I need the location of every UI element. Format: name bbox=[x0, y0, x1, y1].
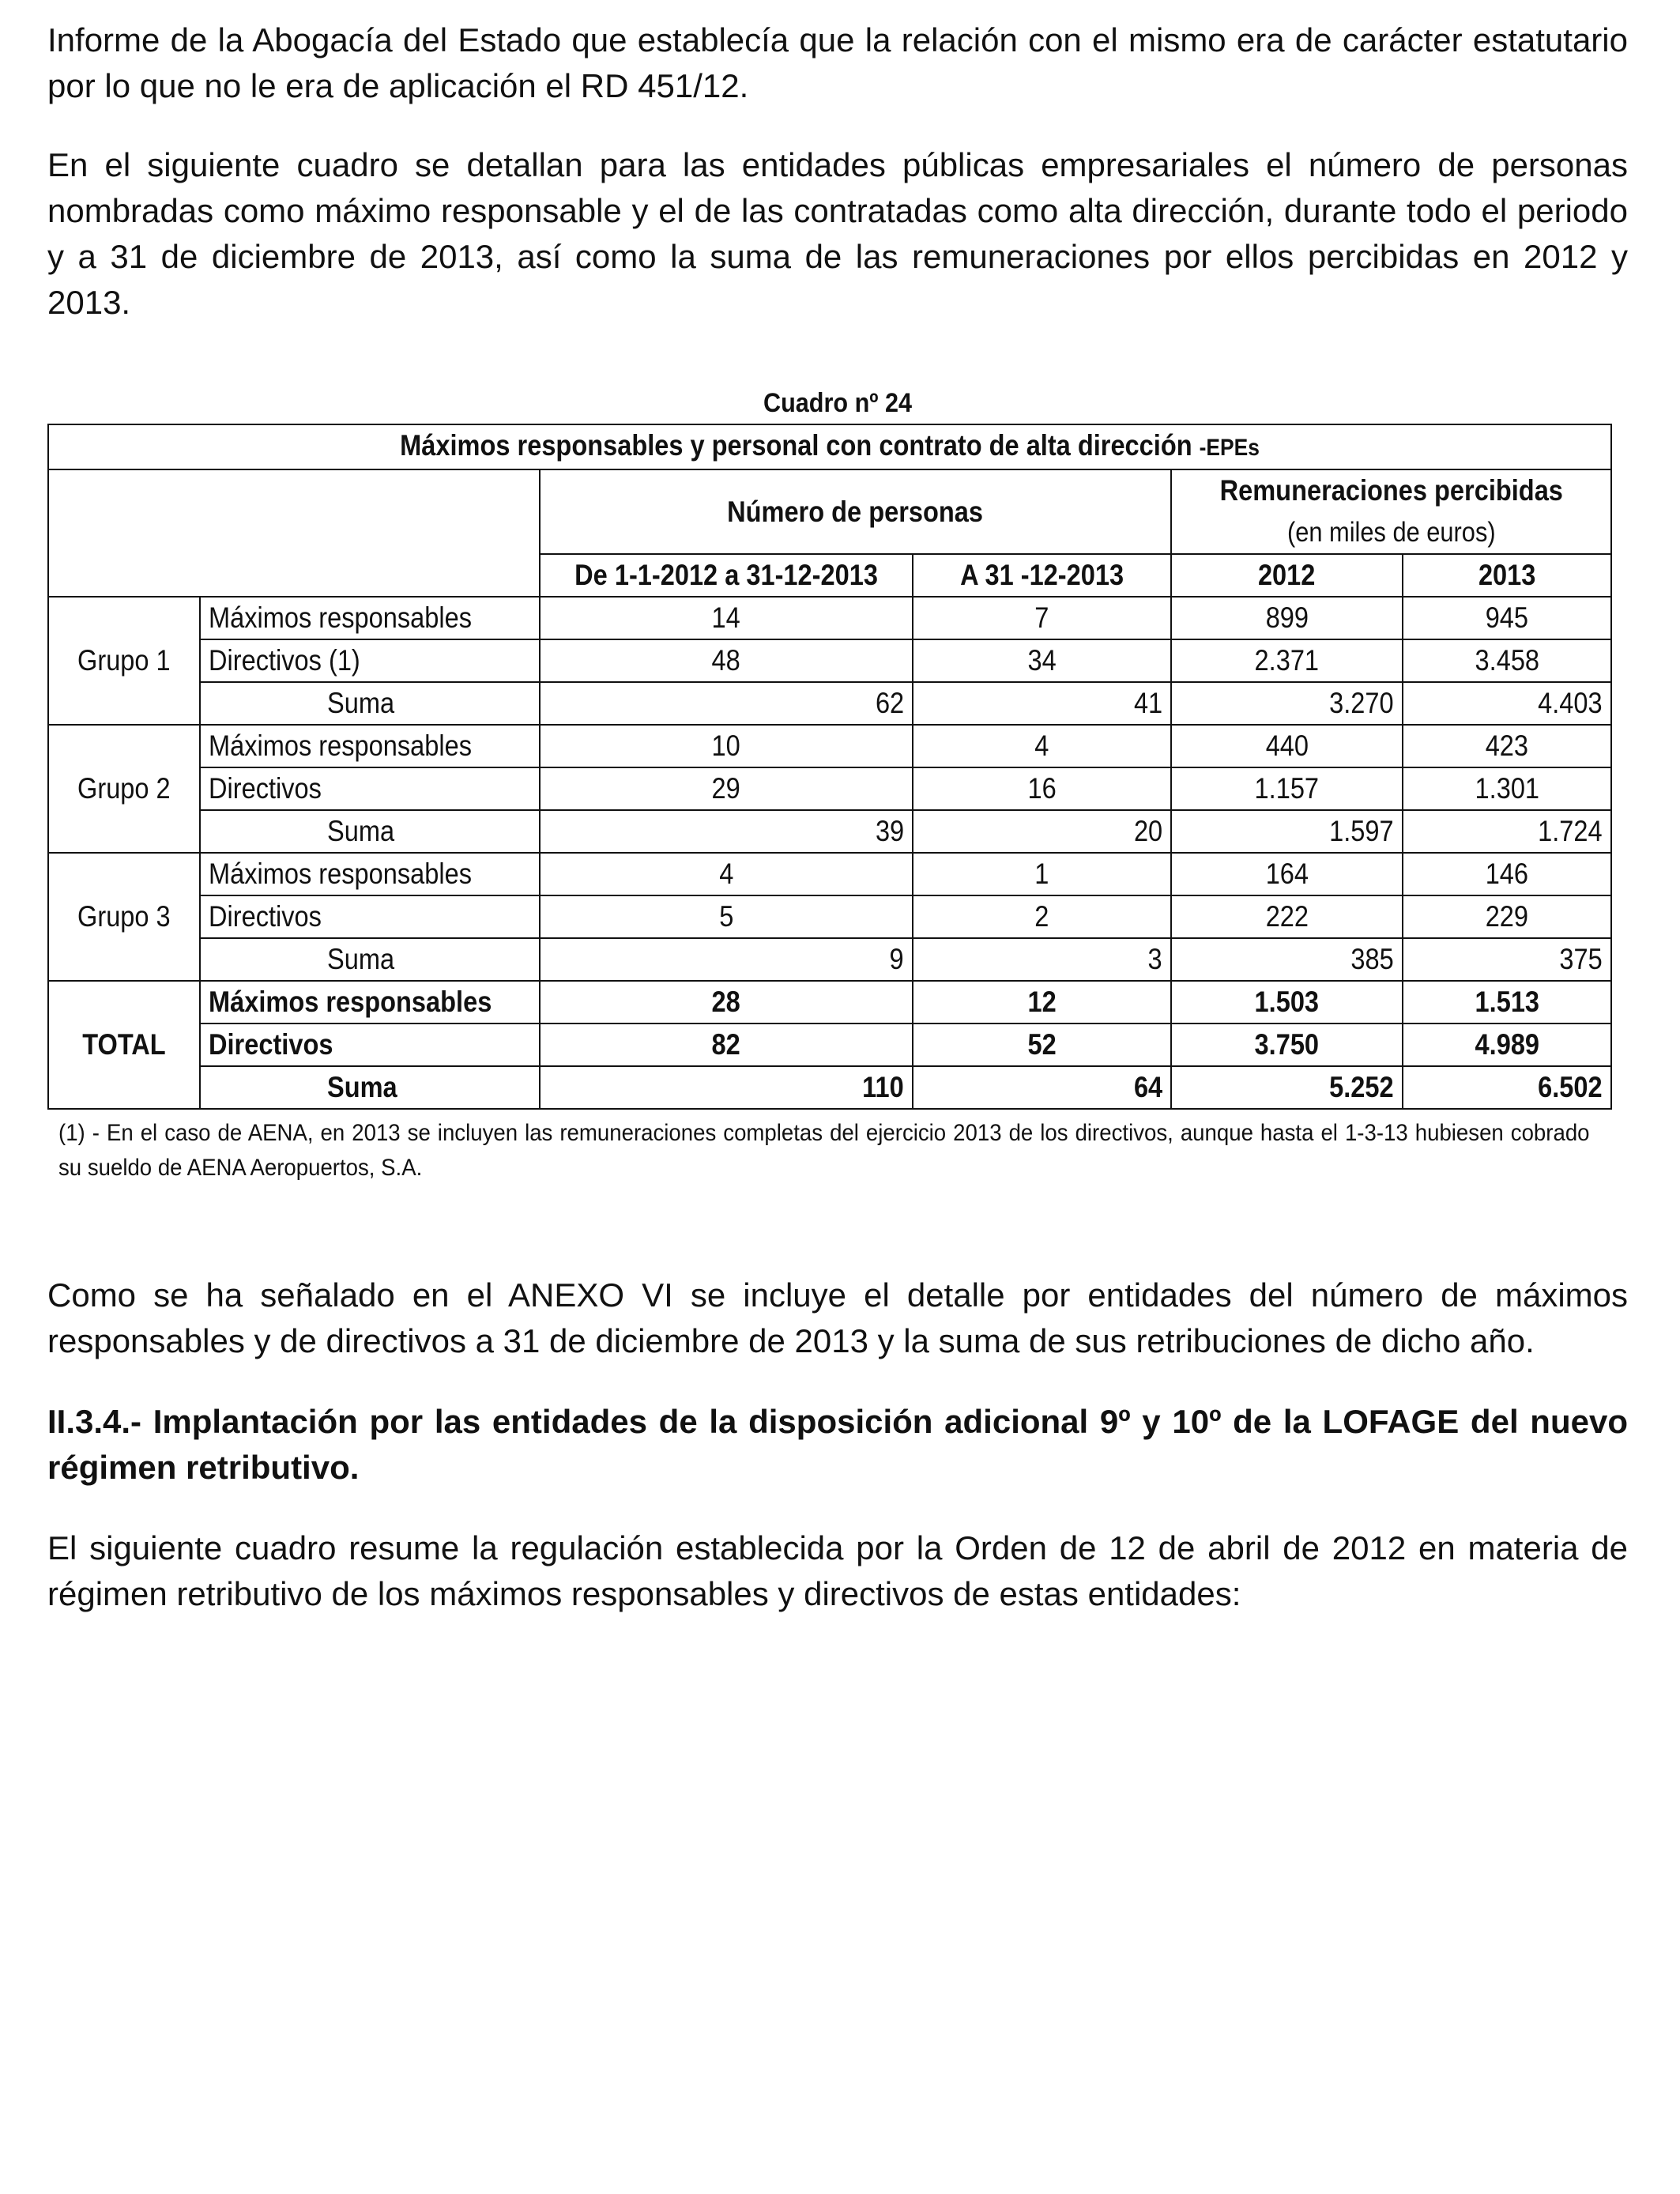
table-title bbox=[48, 424, 1611, 469]
paragraph-informe: Informe de la Abogacía del Estado que establecía que la relación con el mismo era de carácter estatutario por lo que no le era de aplicación el RD 451/12. bbox=[47, 21, 1628, 104]
table-row: Grupo 2 Máximos responsables 10 4 440 423 bbox=[48, 725, 1611, 767]
table-row-suma: Suma 62 41 3.270 4.403 bbox=[48, 682, 1611, 725]
table-row-total: Directivos 82 52 3.750 4.989 bbox=[48, 1023, 1611, 1066]
col-header-periodo: De 1-1-2012 a 31-12-2013 bbox=[540, 554, 913, 597]
table-footnote bbox=[47, 1116, 1610, 1186]
table-row: Grupo 3 Máximos responsables 4 1 164 146 bbox=[48, 853, 1611, 895]
footnote-text: (1) - En el caso de AENA, en 2013 se incluyen las remuneraciones completas del ejercicio 2013 de los directivos, aunque hasta el 1-3-13 hubiesen cobrado su sueldo de AENA Aeropuertos, S.A. bbox=[58, 1120, 1590, 1181]
table-row-total-suma: Suma 110 64 5.252 6.502 bbox=[48, 1066, 1611, 1109]
group-label: Grupo 1 bbox=[48, 597, 200, 725]
group-label: Grupo 2 bbox=[48, 725, 200, 853]
header-remuneraciones-unit: (en miles de euros) bbox=[1286, 517, 1496, 548]
paragraph-orden: El siguiente cuadro resume la regulación establecida por la Orden de 12 de abril de 2012 en materia de régimen retributivo de los máximos responsables y directivos de estas entidades: bbox=[47, 1529, 1628, 1612]
cuadro-24-table bbox=[47, 424, 1612, 1110]
header-empty-cell bbox=[48, 469, 540, 597]
table-row-suma: Suma 39 20 1.597 1.724 bbox=[48, 810, 1611, 853]
group-label-total: TOTAL bbox=[48, 981, 200, 1109]
col-header-a31: A 31 -12-2013 bbox=[913, 554, 1171, 597]
table-row: Directivos 29 16 1.157 1.301 bbox=[48, 767, 1611, 810]
table-title-text: Máximos responsables y personal con contrato de alta dirección bbox=[400, 429, 1192, 462]
col-header-2012: 2012 bbox=[1171, 554, 1403, 597]
table-row: Grupo 1 Máximos responsables 14 7 899 945 bbox=[48, 597, 1611, 639]
table-row: Directivos 5 2 222 229 bbox=[48, 895, 1611, 938]
table-row: Directivos (1) 48 34 2.371 3.458 bbox=[48, 639, 1611, 682]
header-remuneraciones bbox=[1171, 469, 1611, 554]
header-numero-personas: Número de personas bbox=[540, 469, 1171, 554]
header-remuneraciones-title: Remuneraciones percibidas bbox=[1219, 474, 1563, 507]
table-caption: Cuadro nº 24 bbox=[763, 388, 913, 418]
section-heading: II.3.4.- Implantación por las entidades de la disposición adicional 9º y 10º de la LOFAGE del nuevo régimen retributivo. bbox=[47, 1403, 1628, 1486]
table-row-total: TOTAL Máximos responsables 28 12 1.503 1.513 bbox=[48, 981, 1611, 1023]
group-label: Grupo 3 bbox=[48, 853, 200, 981]
document-page bbox=[47, 17, 1628, 1617]
table-title-suffix: -EPEs bbox=[1199, 435, 1260, 461]
paragraph-intro-cuadro: En el siguiente cuadro se detallan para las entidades públicas empresariales el número de personas nombradas como máximo responsable y el de las contratadas como alta dirección, durante todo el periodo y a 31 de diciembre de 2013, así como la suma de las remuneraciones por ellos percibidas en 2012 y 2013. bbox=[47, 146, 1628, 321]
paragraph-anexo: Como se ha señalado en el ANEXO VI se incluye el detalle por entidades del número de máximos responsables y de directivos a 31 de diciembre de 2013 y la suma de sus retribuciones de dicho año. bbox=[47, 1276, 1628, 1359]
table-row-suma: Suma 9 3 385 375 bbox=[48, 938, 1611, 981]
col-header-2013: 2013 bbox=[1403, 554, 1611, 597]
